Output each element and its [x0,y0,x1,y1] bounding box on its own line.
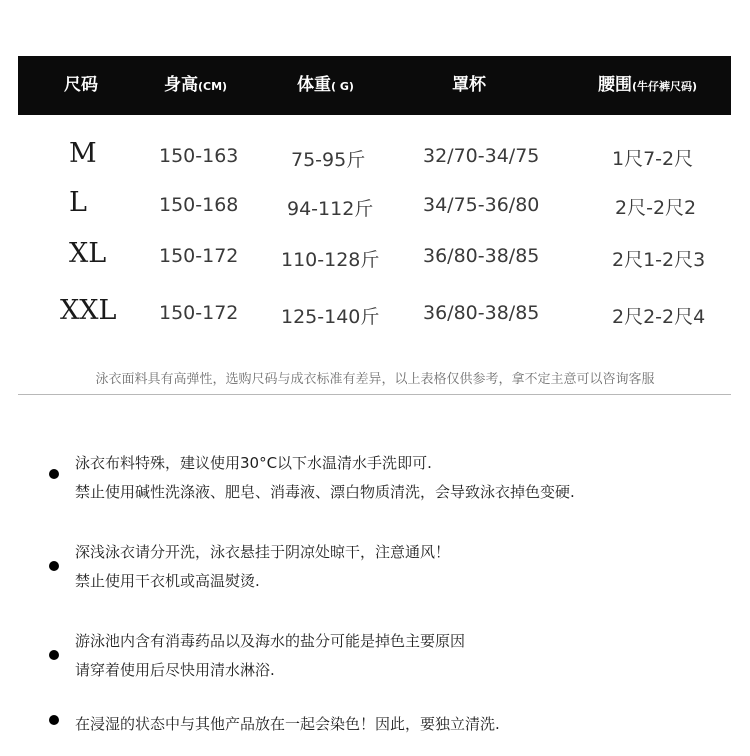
size-label: XL [69,238,107,269]
waist-cell: 2尺1-2尺3 [612,249,706,271]
bullet-icon [49,469,59,479]
cup-cell: 36/80-38/85 [423,302,540,324]
height-cell: 150-163 [159,145,239,167]
table-row [0,238,750,274]
header-size-label: 尺码 [64,75,98,95]
weight-cell: 125-140斤 [281,306,380,328]
size-label: XXL [60,295,117,326]
header-weight [297,56,354,115]
size-note: 泳衣面料具有高弹性，选购尺码与成衣标准有差异，以上表格仅供参考，拿不定主意可以咨询客服 [95,372,655,387]
header-waist-label: 腰围 [598,75,632,95]
height-cell: 150-172 [159,245,239,267]
table-row [0,295,750,331]
header-cup [452,56,486,115]
care-line: 请穿着使用后尽快用清水淋浴. [75,661,275,679]
care-item [0,630,750,690]
weight-cell: 94-112斤 [287,198,374,220]
bullet-icon [49,561,59,571]
header-height [164,56,227,115]
cup-cell: 34/75-36/80 [423,194,540,216]
header-height-unit: (CM) [198,80,228,93]
waist-cell: 1尺7-2尺 [612,148,694,170]
size-label: M [69,138,97,169]
cup-cell: 32/70-34/75 [423,145,540,167]
header-weight-label: 体重 [297,75,331,95]
waist-cell: 2尺-2尺2 [615,197,697,219]
waist-cell: 2尺2-2尺4 [612,306,706,328]
care-line: 泳衣布料特殊，建议使用30°C以下水温清水手洗即可. [75,454,432,472]
care-line: 禁止使用干衣机或高温熨烫. [75,572,260,590]
header-cup-label: 罩杯 [452,75,486,95]
cup-cell: 36/80-38/85 [423,245,540,267]
care-item [0,452,750,512]
height-cell: 150-168 [159,194,239,216]
height-cell: 150-172 [159,302,239,324]
divider [18,394,731,395]
weight-cell: 110-128斤 [281,249,380,271]
header-weight-unit: ( G) [331,80,354,93]
table-row [0,138,750,174]
care-item [0,541,750,601]
header-waist-unit: (牛仔裤尺码) [632,80,698,93]
header-size [64,56,98,115]
care-line: 游泳池内含有消毒药品以及海水的盐分可能是掉色主要原因 [75,632,466,650]
size-label: L [69,187,87,218]
header-height-label: 身高 [164,75,198,95]
care-line: 禁止使用碱性洗涤液、肥皂、消毒液、漂白物质清洗，会导致泳衣掉色变硬. [75,483,575,501]
weight-cell: 75-95斤 [291,149,366,171]
size-table-header [18,56,731,115]
table-row [0,187,750,223]
care-line: 在浸湿的状态中与其他产品放在一起会染色！因此，要独立清洗. [75,715,500,733]
bullet-icon [49,650,59,660]
care-item [0,711,750,741]
header-waist [598,56,697,115]
bullet-icon [49,715,59,725]
care-line: 深浅泳衣请分开洗，泳衣悬挂于阴凉处晾干，注意通风！ [75,543,451,561]
